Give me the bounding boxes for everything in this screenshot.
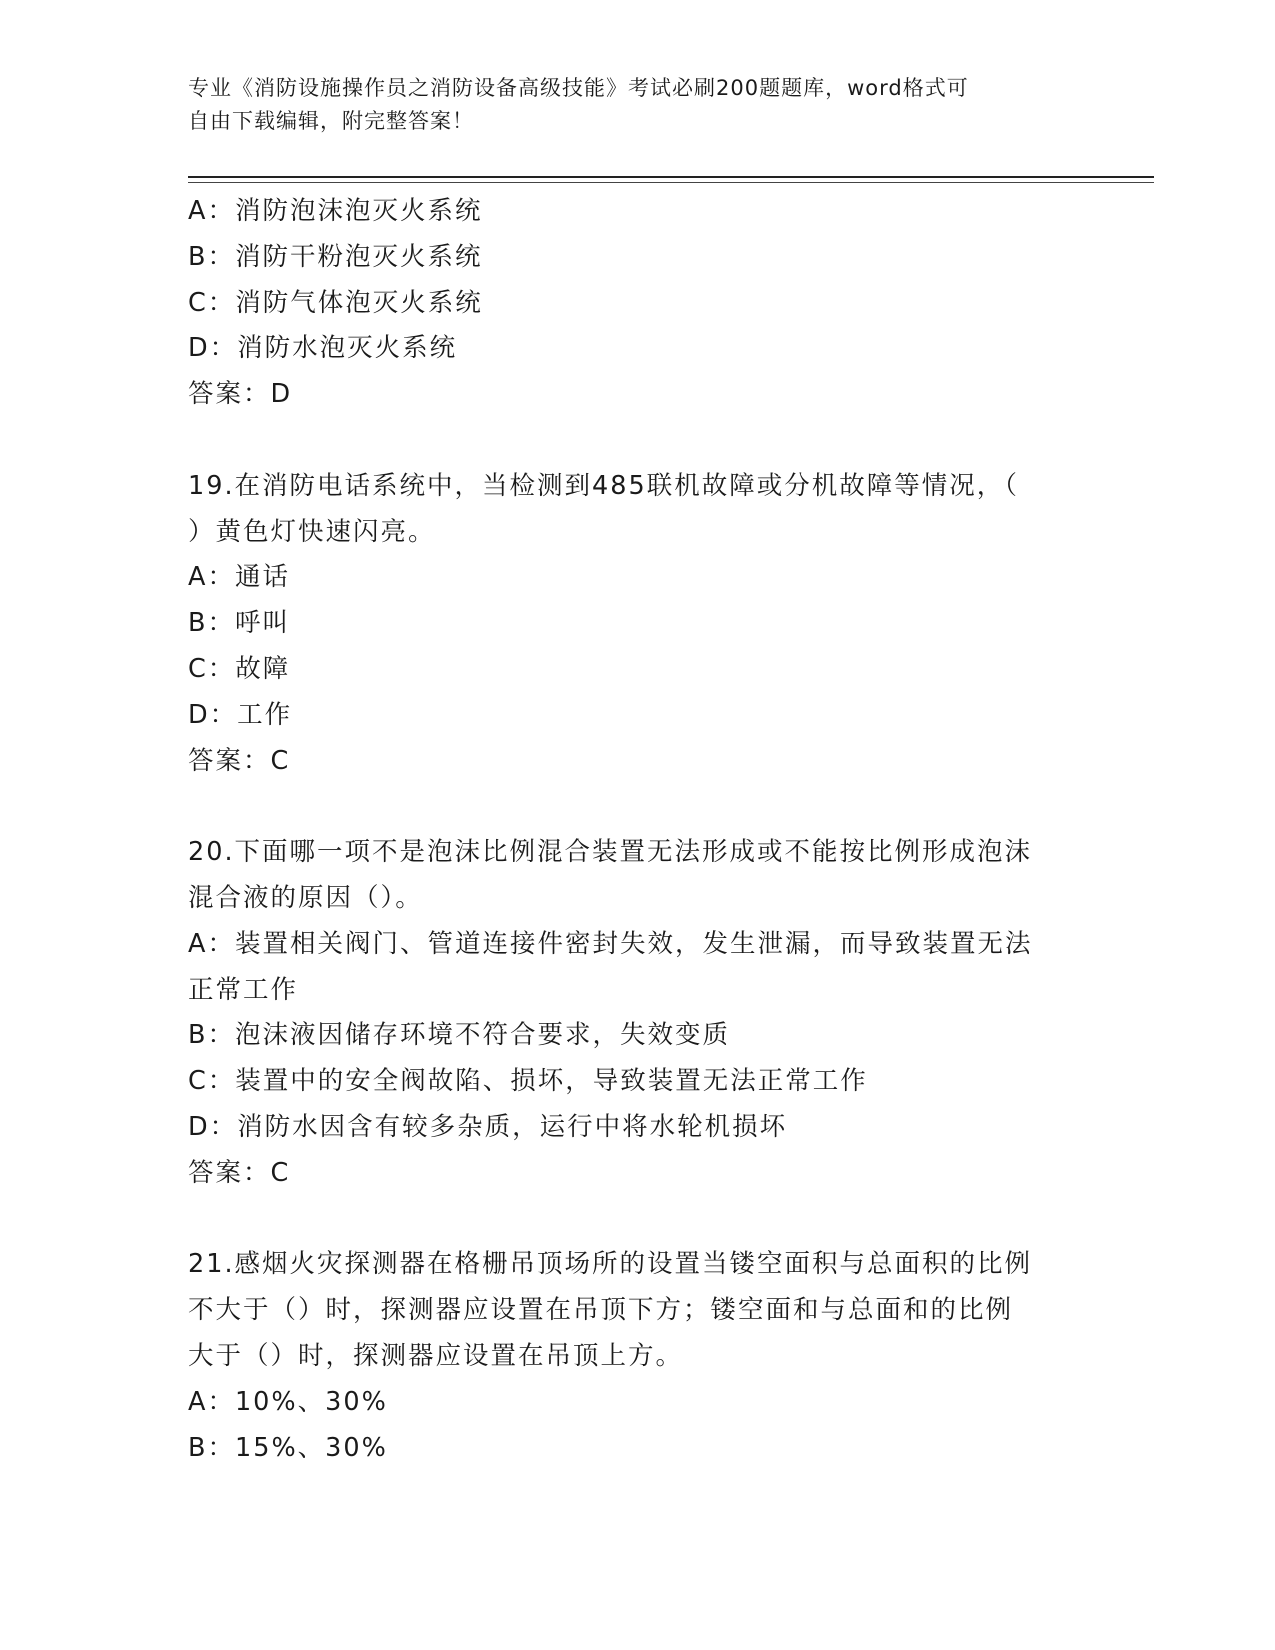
question-stem-line-1: 20.下面哪一项不是泡沫比例混合装置无法形成或不能按比例形成泡沫 [188, 837, 1033, 868]
option-c: C：故障 [188, 653, 291, 684]
answer: 答案：C [188, 1157, 291, 1188]
option-c: C：装置中的安全阀故陷、损坏，导致装置无法正常工作 [188, 1066, 868, 1097]
option-b: B：15%、30% [188, 1432, 388, 1463]
option-b: B：消防干粉泡灭火系统 [188, 241, 483, 272]
question-stem-line-1: 19.在消防电话系统中，当检测到485联机故障或分机故障等情况，（ [188, 470, 1019, 501]
spacer [188, 1197, 1088, 1243]
question-19 [188, 464, 1088, 785]
question-content [188, 189, 1088, 1471]
option-b: B：呼叫 [188, 608, 290, 639]
option-d: D：消防水因含有较多杂质，运行中将水轮机损坏 [188, 1111, 788, 1142]
question-20 [188, 830, 1088, 1196]
option-d: D：工作 [188, 699, 293, 730]
option-d: D：消防水泡灭火系统 [188, 333, 458, 364]
answer: 答案：C [188, 745, 291, 776]
question-21 [188, 1242, 1088, 1471]
option-a: A：10%、30% [188, 1386, 388, 1417]
header-divider-thick [188, 176, 1154, 178]
question-stem-line-1: 21.感烟火灾探测器在格栅吊顶场所的设置当镂空面积与总面积的比例 [188, 1249, 1033, 1280]
document-header [188, 72, 1088, 138]
option-a-line-2: 正常工作 [188, 974, 299, 1005]
option-c: C：消防气体泡灭火系统 [188, 287, 483, 318]
answer: 答案：D [188, 379, 293, 410]
question-stem-line-2: 混合液的原因（）。 [188, 882, 423, 913]
header-line-2: 自由下载编辑，附完整答案！ [188, 109, 474, 133]
header-divider-thin [188, 182, 1154, 183]
question-stem-line-2: 不大于（）时，探测器应设置在吊顶下方；镂空面和与总面和的比例 [188, 1295, 1014, 1326]
header-line-1: 专业《消防设施操作员之消防设备高级技能》考试必刷200题题库，word格式可 [188, 76, 969, 100]
option-a: A：消防泡沫泡灭火系统 [188, 196, 483, 226]
option-b: B：泡沫液因储存环境不符合要求，失效变质 [188, 1020, 730, 1051]
question-18 [188, 189, 1088, 418]
option-a: A：通话 [188, 562, 290, 593]
spacer [188, 418, 1088, 464]
question-stem-line-2: ）黄色灯快速闪亮。 [188, 516, 436, 547]
question-stem-line-3: 大于（）时，探测器应设置在吊顶上方。 [188, 1340, 684, 1371]
option-a-line-1: A：装置相关阀门、管道连接件密封失效，发生泄漏，而导致装置无法 [188, 928, 1033, 959]
spacer [188, 784, 1088, 830]
